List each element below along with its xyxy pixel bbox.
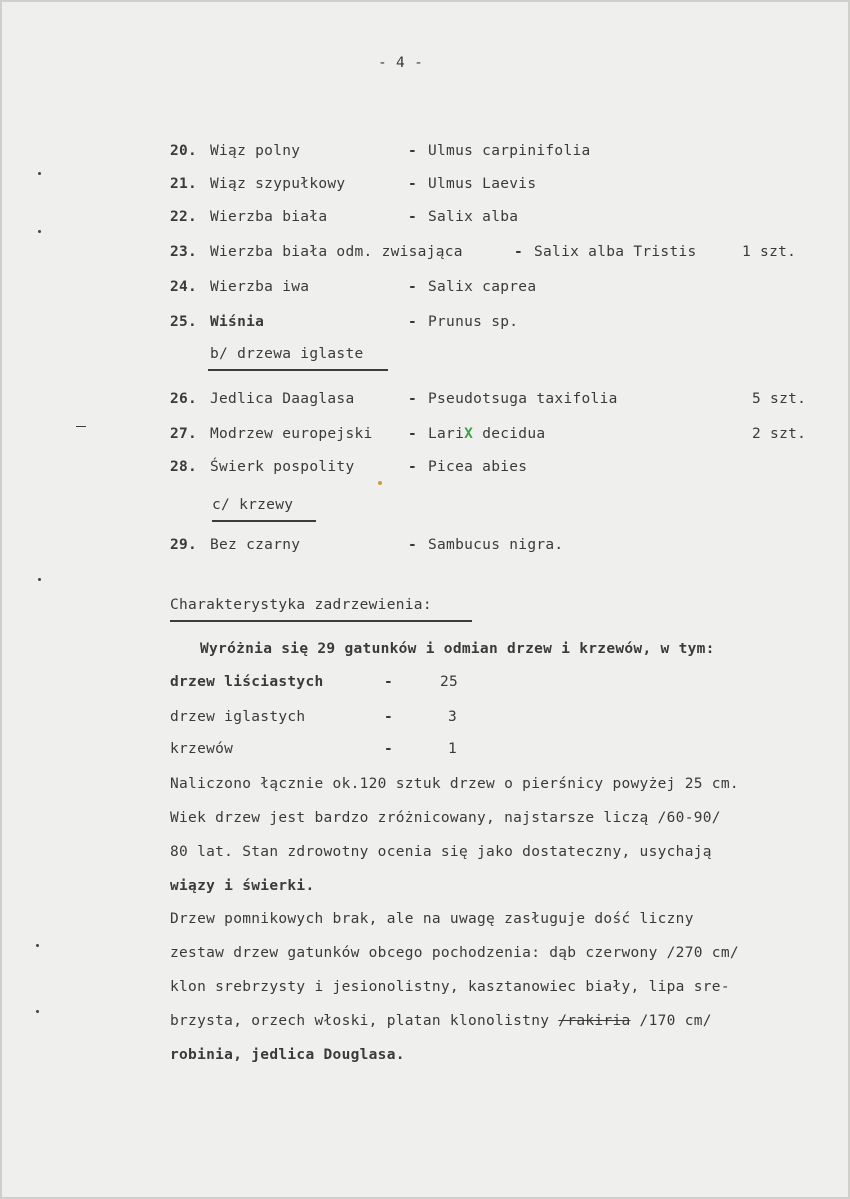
- summary-label: drzew iglastych: [170, 709, 306, 725]
- species-number: 29.: [170, 537, 198, 553]
- summary-value: 1: [448, 741, 458, 757]
- species-separator: -: [408, 426, 418, 442]
- heading-underline: [170, 620, 472, 622]
- species-latin-name: Ulmus carpinifolia: [428, 143, 591, 159]
- species-latin-name: Salix alba Tristis: [534, 244, 697, 260]
- species-separator: -: [408, 537, 418, 553]
- handwritten-correction-mark: X: [464, 426, 474, 442]
- species-latin-name: Prunus sp.: [428, 314, 519, 330]
- latin-suffix: decidua: [482, 426, 546, 442]
- paragraph-line: Naliczono łącznie ok.120 sztuk drzew o pierśnicy powyżej 25 cm.: [170, 776, 739, 792]
- species-latin-name: Salix caprea: [428, 279, 537, 295]
- species-separator: -: [408, 391, 418, 407]
- species-polish-name: Bez czarny: [210, 537, 301, 553]
- paragraph-line: robinia, jedlica Douglasa.: [170, 1047, 405, 1063]
- scan-speck: [38, 578, 41, 581]
- species-number: 21.: [170, 176, 198, 192]
- species-number: 25.: [170, 314, 198, 330]
- section-underline: [208, 369, 388, 371]
- species-count: 5 szt.: [752, 391, 807, 407]
- pen-mark: [378, 481, 382, 485]
- species-count: 2 szt.: [752, 426, 807, 442]
- species-separator: -: [514, 244, 524, 260]
- species-polish-name: Modrzew europejski: [210, 426, 373, 442]
- section-underline: [212, 520, 316, 522]
- species-latin-name: Picea abies: [428, 459, 528, 475]
- species-polish-name: Wierzba biała: [210, 209, 328, 225]
- species-polish-name: Wiąz szypułkowy: [210, 176, 346, 192]
- species-separator: -: [408, 279, 418, 295]
- paragraph-line: Wiek drzew jest bardzo zróżnicowany, najstarsze liczą /60-90/: [170, 810, 721, 826]
- species-polish-name: Wierzba biała odm. zwisająca: [210, 244, 463, 260]
- summary-dash: -: [384, 741, 394, 757]
- species-count: 1 szt.: [742, 244, 797, 260]
- species-number: 28.: [170, 459, 198, 475]
- scan-speck: [76, 426, 86, 427]
- summary-label: drzew liściastych: [170, 674, 324, 690]
- page-number: - 4 -: [378, 55, 424, 71]
- paragraph-line: zestaw drzew gatunków obcego pochodzenia: dąb czerwony /270 cm/: [170, 945, 739, 961]
- species-latin-name: Ulmus Laevis: [428, 176, 537, 192]
- summary-dash: -: [384, 674, 394, 690]
- paragraph-line: Drzew pomnikowych brak, ale na uwagę zasługuje dość liczny: [170, 911, 694, 927]
- scan-speck: [36, 944, 39, 947]
- species-number: 20.: [170, 143, 198, 159]
- summary-dash: -: [384, 709, 394, 725]
- paragraph-line: klon srebrzysty i jesionolistny, kasztanowiec biały, lipa sre-: [170, 979, 730, 995]
- struck-out-word: /rakiria: [558, 1013, 631, 1029]
- latin-prefix: Lari: [428, 426, 465, 442]
- scan-speck: [36, 1010, 39, 1013]
- species-separator: -: [408, 209, 418, 225]
- summary-label: krzewów: [170, 741, 234, 757]
- scan-speck: [38, 172, 41, 175]
- species-number: 27.: [170, 426, 198, 442]
- species-separator: -: [408, 314, 418, 330]
- species-latin-name: Pseudotsuga taxifolia: [428, 391, 618, 407]
- summary-value: 3: [448, 709, 458, 725]
- section-heading-conifers: b/ drzewa iglaste: [210, 346, 364, 362]
- species-separator: -: [408, 459, 418, 475]
- paragraph-text: /170 cm/: [630, 1013, 712, 1029]
- species-polish-name: Wierzba iwa: [210, 279, 310, 295]
- species-latin-name: [428, 425, 545, 443]
- species-separator: -: [408, 143, 418, 159]
- summary-intro: Wyróżnia się 29 gatunków i odmian drzew i krzewów, w tym:: [200, 641, 715, 657]
- paragraph-line: wiązy i świerki.: [170, 878, 315, 894]
- species-number: 24.: [170, 279, 198, 295]
- species-number: 22.: [170, 209, 198, 225]
- species-latin-name: Salix alba: [428, 209, 519, 225]
- species-number: 23.: [170, 244, 198, 260]
- species-polish-name: Wiąz polny: [210, 143, 301, 159]
- species-polish-name: Jedlica Daaglasa: [210, 391, 355, 407]
- paragraph-text: brzysta, orzech włoski, platan klonolistny: [170, 1013, 559, 1029]
- species-latin-name: Sambucus nigra.: [428, 537, 564, 553]
- scan-speck: [38, 230, 41, 233]
- paragraph-line: [170, 1012, 712, 1030]
- paragraph-line: 80 lat. Stan zdrowotny ocenia się jako dostateczny, usychają: [170, 844, 712, 860]
- species-polish-name: Wiśnia: [210, 314, 265, 330]
- species-separator: -: [408, 176, 418, 192]
- section-heading-shrubs: c/ krzewy: [212, 497, 294, 513]
- species-number: 26.: [170, 391, 198, 407]
- summary-value: 25: [440, 674, 459, 690]
- species-polish-name: Świerk pospolity: [210, 459, 355, 475]
- characteristics-heading: Charakterystyka zadrzewienia:: [170, 597, 432, 613]
